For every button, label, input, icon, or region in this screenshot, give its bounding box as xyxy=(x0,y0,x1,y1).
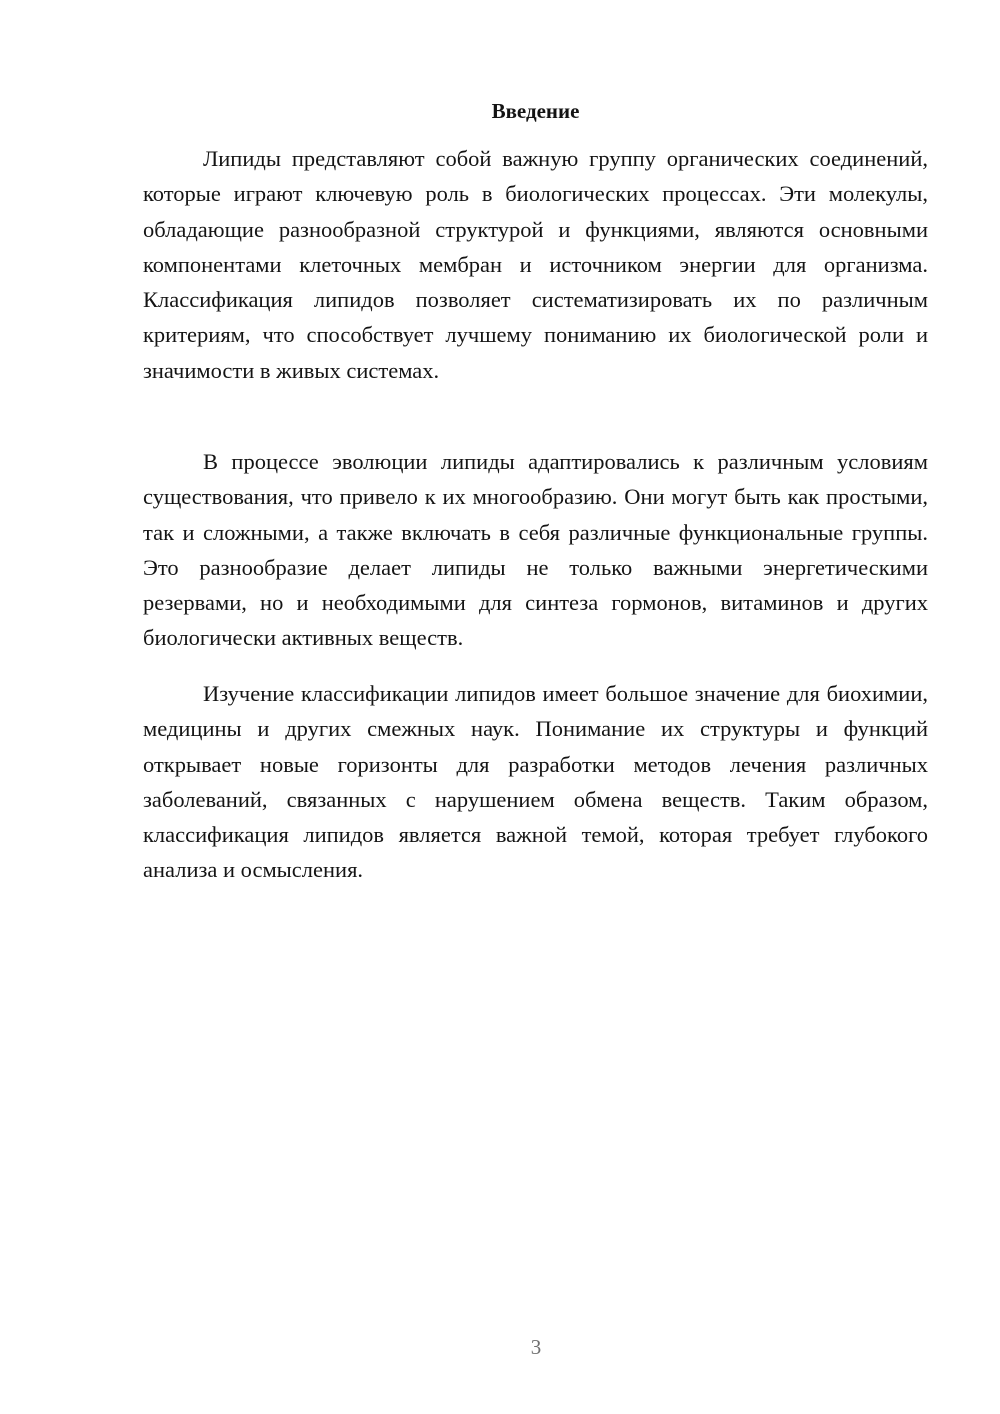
paragraph-2-block xyxy=(143,444,928,656)
paragraph-1-block xyxy=(143,141,928,388)
page-number: 3 xyxy=(530,1335,542,1359)
paragraph-3: Изучение классификации липидов имеет большое значение для биохимии, медицины и других смежных наук. Понимание их структуры и функций открывает новые горизонты для разработки методов лечения различных заболеваний, связанных с нарушением обмена веществ. Таким образом, классификация липидов является важной темой, которая требует глубокого анализа и осмысления. xyxy=(143,681,928,883)
paragraph-3-block xyxy=(143,676,928,888)
paragraph-2: В процессе эволюции липиды адаптировались к различным условиям существования, что привело к их многообразию. Они могут быть как простыми, так и сложными, а также включать в себя различные функциональные группы. Это разнообразие делает липиды не только важными энергетическими резервами, но и необходимыми для синтеза гормонов, витаминов и других биологически активных веществ. xyxy=(143,449,928,651)
paragraph-1: Липиды представляют собой важную группу органических соединений, которые играют ключевую роль в биологических процессах. Эти молекулы, обладающие разнообразной структурой и функциями, являются основными компонентами клеточных мембран и источником энергии для организма. Классификация липидов позволяет систематизировать их по различным критериям, что способствует лучшему пониманию их биологической роли и значимости в живых системах. xyxy=(143,146,928,383)
section-heading: Введение xyxy=(491,99,580,123)
